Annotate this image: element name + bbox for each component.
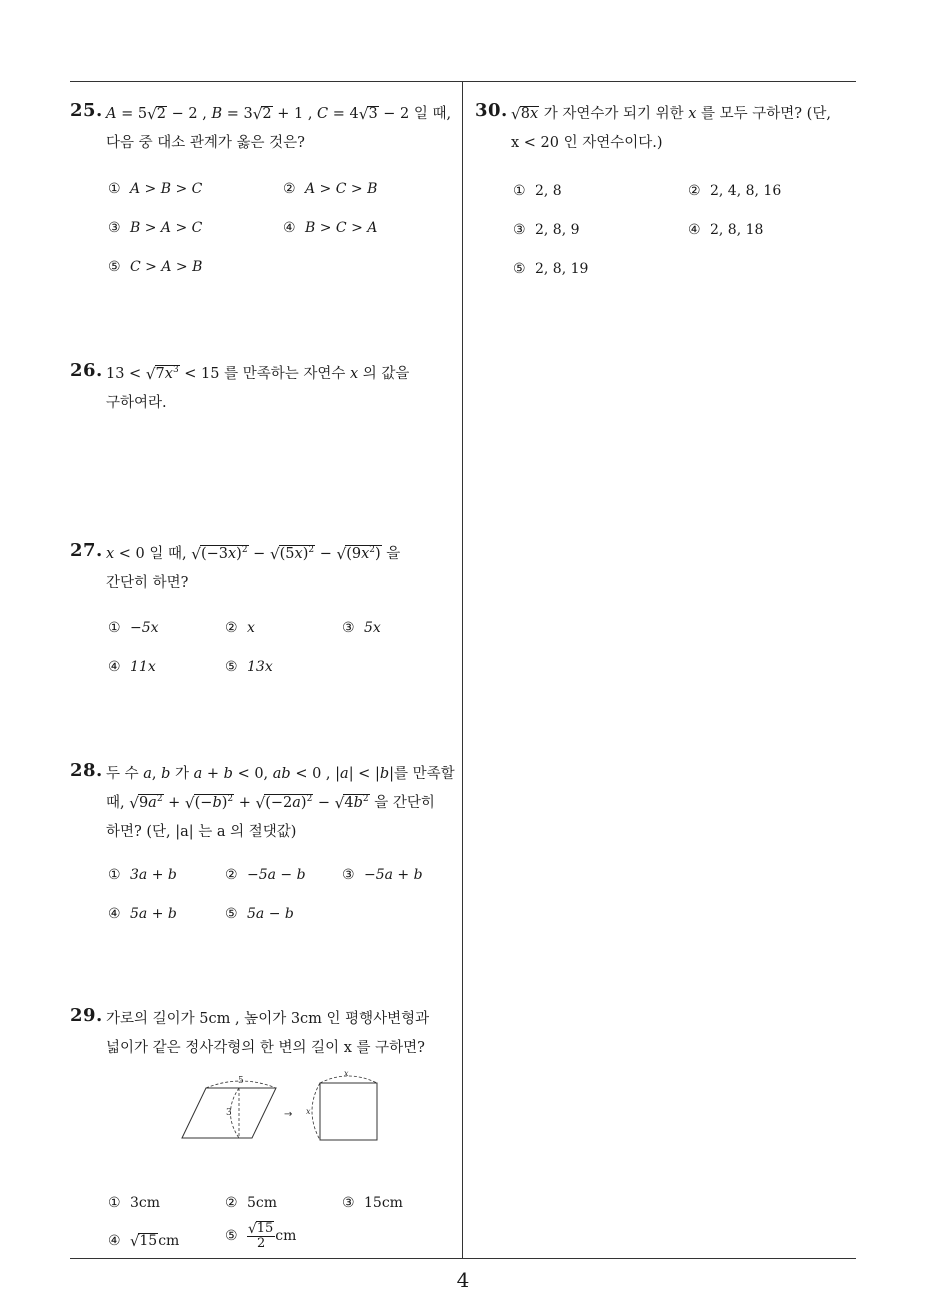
- stem-line-2: x < 20 인 자연수이다.): [511, 135, 663, 151]
- problem-28: [70, 760, 455, 930]
- choice-2[interactable]: ② x: [225, 620, 255, 636]
- problem-25: [70, 100, 455, 290]
- stem-line-2: 다음 중 대소 관계가 옳은 것은?: [106, 135, 305, 151]
- bottom-rule: [70, 1258, 856, 1259]
- stem-line-2: 넓이가 같은 정사각형의 한 변의 길이 x 를 구하면?: [106, 1040, 425, 1056]
- problem-27: [70, 540, 455, 690]
- choice-1[interactable]: ① 3a + b: [108, 867, 177, 883]
- choice-2[interactable]: ② A > C > B: [283, 181, 378, 197]
- problem-stem: [106, 760, 455, 847]
- stem-line-1: 두 수 a, b 가 a + b < 0, ab < 0 , |a| < |b|를 만족할: [106, 766, 455, 782]
- stem-line-2: 구하여라.: [106, 395, 167, 411]
- choice-4[interactable]: ④ 5a + b: [108, 906, 177, 922]
- top-rule: [70, 81, 856, 82]
- choice-2[interactable]: ② 2, 4, 8, 16: [688, 183, 782, 199]
- choice-1[interactable]: ① A > B > C: [108, 181, 203, 197]
- stem-line-1: $13 < √7x^3 < 15$ 를 만족하는 자연수 x 의 값을: [106, 365, 410, 383]
- choice-5[interactable]: ⑤ $\frac{√15}{2}$ cm: [225, 1221, 297, 1252]
- stem-line-2: 간단히 하면?: [106, 575, 189, 591]
- problem-29: [70, 1005, 455, 1255]
- height-arc: [231, 1088, 240, 1138]
- square-top-label: x: [344, 1069, 349, 1078]
- choice-3[interactable]: ③ 2, 8, 9: [513, 222, 580, 238]
- problem-26: [70, 360, 455, 440]
- choice-3[interactable]: ③ B > A > C: [108, 220, 203, 236]
- problem-stem: [511, 100, 831, 158]
- choice-3[interactable]: ③ −5a + b: [342, 867, 423, 883]
- problem-number: 25.: [70, 100, 103, 121]
- stem-line-3: 하면? (단, |a| 는 a 의 절댓값): [106, 824, 297, 840]
- stem-line-1: 가로의 길이가 5cm , 높이가 3cm 인 평행사변형과: [106, 1011, 430, 1027]
- column-divider: [462, 81, 463, 1259]
- choice-5[interactable]: ⑤ 13x: [225, 659, 273, 675]
- problem-30: [475, 100, 855, 290]
- choice-3[interactable]: ③ 5x: [342, 620, 381, 636]
- choice-5[interactable]: ⑤ 5a − b: [225, 906, 294, 922]
- choice-4[interactable]: ④ 11x: [108, 659, 156, 675]
- fraction: $\frac{√15}{2}$: [248, 1221, 274, 1252]
- parallelogram-to-square-figure: [178, 1067, 390, 1149]
- choice-2[interactable]: ② 5cm: [225, 1195, 278, 1211]
- choice-5[interactable]: ⑤ 2, 8, 19: [513, 261, 589, 277]
- problem-number: 27.: [70, 540, 103, 561]
- choice-4[interactable]: ④ √15cm: [108, 1233, 180, 1250]
- stem-line-1: x < 0 일 때, $√(-3x)^2 - √(5x)^2 - √(9x^2)$ 을: [106, 545, 401, 563]
- problem-stem: [106, 1005, 429, 1063]
- problem-number: 30.: [475, 100, 508, 121]
- problem-number: 26.: [70, 360, 103, 381]
- stem-line-2: 때, $√9a^2 + √(-b)^2 + √(-2a)^2 - √4b^2$ 을 간단히: [106, 794, 435, 812]
- choice-2[interactable]: ② −5a − b: [225, 867, 306, 883]
- stem-line-1: A = 5√2 − 2 , B = 3√2 + 1 , C = 4√3 − 2 일 때,: [106, 105, 452, 123]
- choice-1[interactable]: ① 2, 8: [513, 183, 562, 199]
- problem-number: 28.: [70, 760, 103, 781]
- square-left-arc: [312, 1083, 320, 1140]
- square-left-label: x: [306, 1107, 311, 1116]
- choice-5[interactable]: ⑤ C > A > B: [108, 259, 203, 275]
- problem-stem: [106, 540, 400, 598]
- page-number: 4: [456, 1268, 470, 1292]
- square-shape: [320, 1083, 377, 1140]
- arrow-icon: →: [284, 1109, 293, 1120]
- choice-4[interactable]: ④ 2, 8, 18: [688, 222, 764, 238]
- problem-stem: [106, 360, 409, 418]
- problem-number: 29.: [70, 1005, 103, 1026]
- choice-1[interactable]: ① 3cm: [108, 1195, 161, 1211]
- choice-3[interactable]: ③ 15cm: [342, 1195, 403, 1211]
- choice-4[interactable]: ④ B > C > A: [283, 220, 378, 236]
- width-label: 5: [238, 1076, 244, 1086]
- stem-line-1: √8x 가 자연수가 되기 위한 x 를 모두 구하면? (단,: [511, 105, 831, 123]
- height-label: 3: [226, 1108, 232, 1118]
- choice-1[interactable]: ① −5x: [108, 620, 159, 636]
- problem-stem: [106, 100, 451, 158]
